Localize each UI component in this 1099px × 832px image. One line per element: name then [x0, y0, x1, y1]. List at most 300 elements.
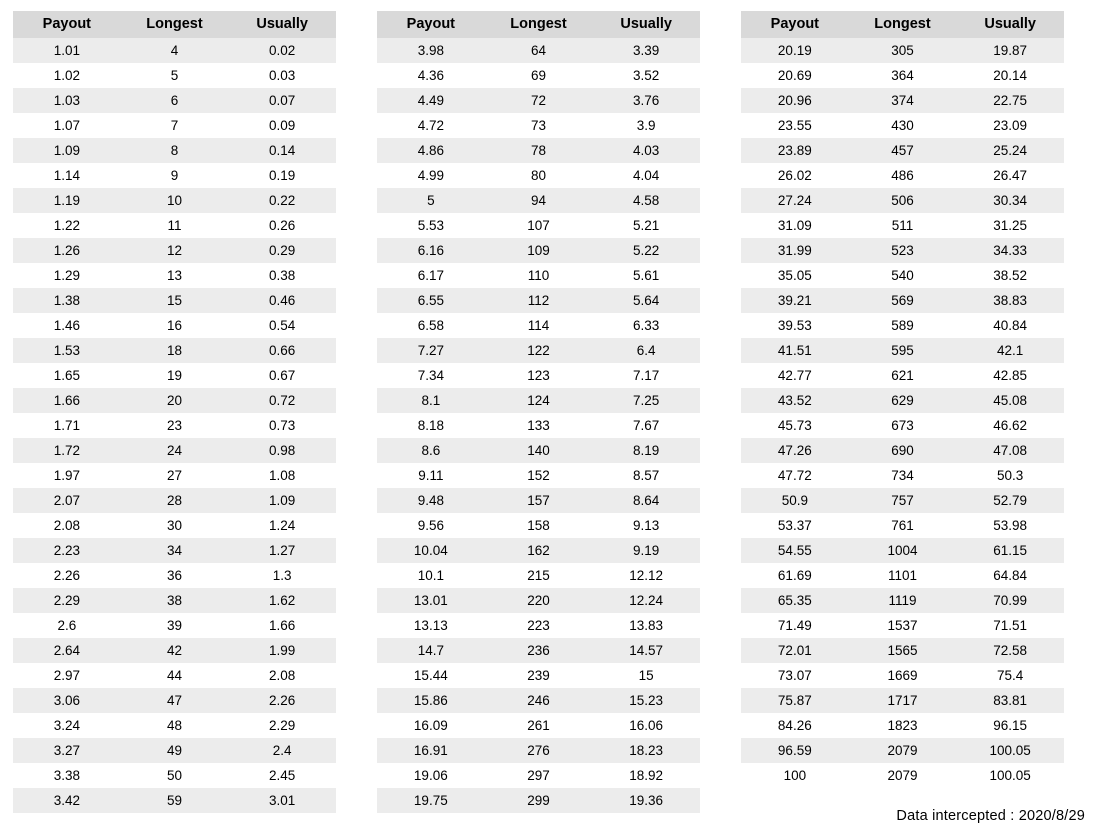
table-cell: 19 — [121, 363, 229, 388]
table-cell: 4 — [121, 38, 229, 63]
table-cell: 1.53 — [13, 338, 121, 363]
table-cell: 2.26 — [228, 688, 336, 713]
table-row — [741, 538, 1064, 563]
table-cell: 41.51 — [741, 338, 849, 363]
table-cell: 0.29 — [228, 238, 336, 263]
table-cell: 6.17 — [377, 263, 485, 288]
table-cell: 1.19 — [13, 188, 121, 213]
table-cell: 15.23 — [592, 688, 700, 713]
column-header-payout: Payout — [741, 11, 849, 38]
column-header-longest: Longest — [485, 11, 593, 38]
table-row — [741, 113, 1064, 138]
table-row — [377, 388, 700, 413]
table-row — [13, 538, 336, 563]
table-cell: 47.72 — [741, 463, 849, 488]
table-cell: 19.06 — [377, 763, 485, 788]
table-row — [377, 113, 700, 138]
table-cell: 42.77 — [741, 363, 849, 388]
table-cell: 20.19 — [741, 38, 849, 63]
table-cell: 506 — [849, 188, 957, 213]
table-cell: 46.62 — [956, 413, 1064, 438]
table-cell: 72 — [485, 88, 593, 113]
table-row — [13, 463, 336, 488]
table-cell: 0.54 — [228, 313, 336, 338]
table-cell: 38.83 — [956, 288, 1064, 313]
table-cell: 1.22 — [13, 213, 121, 238]
table-cell: 109 — [485, 238, 593, 263]
table-cell: 374 — [849, 88, 957, 113]
table-cell: 0.38 — [228, 263, 336, 288]
table-cell: 0.26 — [228, 213, 336, 238]
table-row — [741, 588, 1064, 613]
table-cell: 2.6 — [13, 613, 121, 638]
table-cell: 595 — [849, 338, 957, 363]
table-row — [13, 638, 336, 663]
table-cell: 1823 — [849, 713, 957, 738]
table-cell: 52.79 — [956, 488, 1064, 513]
table-row — [377, 513, 700, 538]
table-cell: 1.71 — [13, 413, 121, 438]
table-cell: 457 — [849, 138, 957, 163]
table-block-right — [741, 11, 1064, 813]
table-cell: 430 — [849, 113, 957, 138]
table-cell: 486 — [849, 163, 957, 188]
table-cell: 30 — [121, 513, 229, 538]
table-row — [13, 38, 336, 63]
table-cell: 16 — [121, 313, 229, 338]
table-cell: 34.33 — [956, 238, 1064, 263]
table-cell: 239 — [485, 663, 593, 688]
table-cell: 8 — [121, 138, 229, 163]
table-row — [377, 188, 700, 213]
table-row — [13, 263, 336, 288]
table-block-middle — [377, 11, 700, 813]
table-cell: 16.91 — [377, 738, 485, 763]
table-cell: 9.19 — [592, 538, 700, 563]
table-cell: 2079 — [849, 763, 957, 788]
table-row — [741, 38, 1064, 63]
table-cell: 6 — [121, 88, 229, 113]
table-cell: 13.13 — [377, 613, 485, 638]
payout-table-middle — [377, 11, 700, 813]
table-cell: 2.23 — [13, 538, 121, 563]
table-cell: 39.21 — [741, 288, 849, 313]
table-cell: 0.22 — [228, 188, 336, 213]
table-cell: 15.86 — [377, 688, 485, 713]
table-cell: 122 — [485, 338, 593, 363]
table-row — [377, 413, 700, 438]
table-row — [741, 663, 1064, 688]
table-row — [741, 763, 1064, 788]
table-row — [13, 188, 336, 213]
table-cell: 157 — [485, 488, 593, 513]
table-cell: 31.09 — [741, 213, 849, 238]
table-cell: 1.27 — [228, 538, 336, 563]
table-cell: 100 — [741, 763, 849, 788]
table-row — [13, 313, 336, 338]
table-cell: 53.37 — [741, 513, 849, 538]
table-row — [377, 613, 700, 638]
table-row — [13, 363, 336, 388]
table-cell: 96.15 — [956, 713, 1064, 738]
table-cell: 42 — [121, 638, 229, 663]
table-row — [377, 313, 700, 338]
table-cell: 0.73 — [228, 413, 336, 438]
table-cell: 1.09 — [228, 488, 336, 513]
table-cell: 1.14 — [13, 163, 121, 188]
table-cell: 23.09 — [956, 113, 1064, 138]
table-cell: 0.67 — [228, 363, 336, 388]
table-row — [741, 163, 1064, 188]
table-row — [13, 288, 336, 313]
table-cell: 31.25 — [956, 213, 1064, 238]
table-cell: 15 — [592, 663, 700, 688]
table-cell: 0.66 — [228, 338, 336, 363]
table-cell: 6.33 — [592, 313, 700, 338]
table-cell: 523 — [849, 238, 957, 263]
table-row — [741, 513, 1064, 538]
table-cell: 27.24 — [741, 188, 849, 213]
table-cell: 261 — [485, 713, 593, 738]
table-body-right — [741, 38, 1064, 788]
table-cell: 50 — [121, 763, 229, 788]
table-cell: 13.83 — [592, 613, 700, 638]
table-row — [377, 788, 700, 813]
table-cell: 61.69 — [741, 563, 849, 588]
table-cell: 20.69 — [741, 63, 849, 88]
table-cell: 19.36 — [592, 788, 700, 813]
table-cell: 124 — [485, 388, 593, 413]
table-cell: 53.98 — [956, 513, 1064, 538]
table-cell: 23.55 — [741, 113, 849, 138]
table-cell: 73 — [485, 113, 593, 138]
table-cell: 1.01 — [13, 38, 121, 63]
table-cell: 61.15 — [956, 538, 1064, 563]
table-cell: 761 — [849, 513, 957, 538]
table-cell: 70.99 — [956, 588, 1064, 613]
column-header-longest: Longest — [121, 11, 229, 38]
table-cell: 4.04 — [592, 163, 700, 188]
table-cell: 8.64 — [592, 488, 700, 513]
table-cell: 71.49 — [741, 613, 849, 638]
table-cell: 78 — [485, 138, 593, 163]
table-cell: 2.29 — [228, 713, 336, 738]
table-row — [377, 538, 700, 563]
table-cell: 4.72 — [377, 113, 485, 138]
table-cell: 15.44 — [377, 663, 485, 688]
table-cell: 0.07 — [228, 88, 336, 113]
table-row — [741, 738, 1064, 763]
table-cell: 1.62 — [228, 588, 336, 613]
table-row — [13, 763, 336, 788]
table-cell: 18.23 — [592, 738, 700, 763]
table-cell: 5 — [121, 63, 229, 88]
table-cell: 246 — [485, 688, 593, 713]
table-body-left — [13, 38, 336, 813]
table-cell: 54.55 — [741, 538, 849, 563]
table-cell: 13 — [121, 263, 229, 288]
table-cell: 100.05 — [956, 763, 1064, 788]
table-cell: 364 — [849, 63, 957, 88]
table-cell: 5.61 — [592, 263, 700, 288]
table-cell: 10.04 — [377, 538, 485, 563]
table-row — [377, 63, 700, 88]
table-cell: 5.53 — [377, 213, 485, 238]
table-cell: 6.16 — [377, 238, 485, 263]
table-cell: 4.49 — [377, 88, 485, 113]
table-row — [13, 388, 336, 413]
table-row — [377, 138, 700, 163]
table-cell: 1669 — [849, 663, 957, 688]
table-cell: 1.08 — [228, 463, 336, 488]
table-cell: 14.57 — [592, 638, 700, 663]
table-cell: 49 — [121, 738, 229, 763]
table-cell: 22.75 — [956, 88, 1064, 113]
table-row — [13, 163, 336, 188]
table-row — [377, 38, 700, 63]
table-row — [377, 263, 700, 288]
table-cell: 9.13 — [592, 513, 700, 538]
table-cell: 220 — [485, 588, 593, 613]
table-cell: 20.96 — [741, 88, 849, 113]
table-row — [13, 63, 336, 88]
table-cell: 1537 — [849, 613, 957, 638]
table-block-left — [13, 11, 336, 813]
table-cell: 73.07 — [741, 663, 849, 688]
table-cell: 0.46 — [228, 288, 336, 313]
table-cell: 7.25 — [592, 388, 700, 413]
table-row — [741, 488, 1064, 513]
table-cell: 34 — [121, 538, 229, 563]
table-cell: 47.08 — [956, 438, 1064, 463]
table-cell: 80 — [485, 163, 593, 188]
table-cell: 28 — [121, 488, 229, 513]
table-cell: 4.99 — [377, 163, 485, 188]
table-cell: 1.66 — [228, 613, 336, 638]
table-row — [741, 613, 1064, 638]
table-row — [741, 213, 1064, 238]
table-cell: 569 — [849, 288, 957, 313]
table-cell: 236 — [485, 638, 593, 663]
table-cell: 39.53 — [741, 313, 849, 338]
payout-table-right — [741, 11, 1064, 788]
table-row — [377, 738, 700, 763]
table-cell: 42.85 — [956, 363, 1064, 388]
table-cell: 3.9 — [592, 113, 700, 138]
table-cell: 629 — [849, 388, 957, 413]
table-row — [377, 163, 700, 188]
table-cell: 39 — [121, 613, 229, 638]
table-cell: 1.72 — [13, 438, 121, 463]
table-header-middle — [377, 11, 700, 38]
table-cell: 20 — [121, 388, 229, 413]
table-row — [741, 413, 1064, 438]
column-header-longest: Longest — [849, 11, 957, 38]
table-cell: 1.97 — [13, 463, 121, 488]
column-header-payout: Payout — [13, 11, 121, 38]
table-row — [741, 63, 1064, 88]
table-cell: 734 — [849, 463, 957, 488]
table-cell: 4.36 — [377, 63, 485, 88]
table-row — [377, 213, 700, 238]
table-row — [741, 563, 1064, 588]
table-cell: 16.06 — [592, 713, 700, 738]
table-cell: 133 — [485, 413, 593, 438]
table-cell: 25.24 — [956, 138, 1064, 163]
table-cell: 0.72 — [228, 388, 336, 413]
table-cell: 2.64 — [13, 638, 121, 663]
table-row — [741, 463, 1064, 488]
table-cell: 1.3 — [228, 563, 336, 588]
table-cell: 16.09 — [377, 713, 485, 738]
table-cell: 6.4 — [592, 338, 700, 363]
table-cell: 0.09 — [228, 113, 336, 138]
header-row — [741, 11, 1064, 38]
table-cell: 35.05 — [741, 263, 849, 288]
table-cell: 10.1 — [377, 563, 485, 588]
table-row — [377, 563, 700, 588]
table-cell: 7.17 — [592, 363, 700, 388]
table-cell: 7.67 — [592, 413, 700, 438]
table-cell: 3.39 — [592, 38, 700, 63]
table-row — [377, 438, 700, 463]
table-cell: 44 — [121, 663, 229, 688]
column-header-usually: Usually — [228, 11, 336, 38]
table-cell: 12 — [121, 238, 229, 263]
table-cell: 757 — [849, 488, 957, 513]
table-row — [13, 788, 336, 813]
table-cell: 84.26 — [741, 713, 849, 738]
table-cell: 1.03 — [13, 88, 121, 113]
table-cell: 5.22 — [592, 238, 700, 263]
table-cell: 69 — [485, 63, 593, 88]
table-cell: 5 — [377, 188, 485, 213]
table-cell: 1.66 — [13, 388, 121, 413]
table-cell: 3.38 — [13, 763, 121, 788]
table-row — [377, 588, 700, 613]
table-cell: 72.58 — [956, 638, 1064, 663]
table-cell: 3.27 — [13, 738, 121, 763]
table-row — [377, 713, 700, 738]
table-cell: 15 — [121, 288, 229, 313]
table-cell: 24 — [121, 438, 229, 463]
table-row — [13, 613, 336, 638]
table-cell: 7 — [121, 113, 229, 138]
table-cell: 8.18 — [377, 413, 485, 438]
table-cell: 31.99 — [741, 238, 849, 263]
table-cell: 3.24 — [13, 713, 121, 738]
table-cell: 23.89 — [741, 138, 849, 163]
table-cell: 23 — [121, 413, 229, 438]
table-cell: 38.52 — [956, 263, 1064, 288]
table-row — [13, 438, 336, 463]
table-cell: 11 — [121, 213, 229, 238]
table-cell: 3.06 — [13, 688, 121, 713]
table-cell: 48 — [121, 713, 229, 738]
table-cell: 94 — [485, 188, 593, 213]
table-cell: 7.34 — [377, 363, 485, 388]
table-cell: 8.19 — [592, 438, 700, 463]
table-cell: 123 — [485, 363, 593, 388]
table-cell: 100.05 — [956, 738, 1064, 763]
table-row — [13, 488, 336, 513]
table-cell: 1717 — [849, 688, 957, 713]
table-header-right — [741, 11, 1064, 38]
table-cell: 0.14 — [228, 138, 336, 163]
table-cell: 19.75 — [377, 788, 485, 813]
table-row — [377, 663, 700, 688]
table-cell: 589 — [849, 313, 957, 338]
table-cell: 50.9 — [741, 488, 849, 513]
table-cell: 299 — [485, 788, 593, 813]
table-cell: 18.92 — [592, 763, 700, 788]
table-cell: 2079 — [849, 738, 957, 763]
table-body-middle — [377, 38, 700, 813]
table-cell: 50.3 — [956, 463, 1064, 488]
table-cell: 71.51 — [956, 613, 1064, 638]
table-row — [741, 238, 1064, 263]
table-cell: 12.12 — [592, 563, 700, 588]
table-cell: 8.6 — [377, 438, 485, 463]
table-cell: 43.52 — [741, 388, 849, 413]
table-row — [741, 688, 1064, 713]
table-row — [377, 488, 700, 513]
table-cell: 2.45 — [228, 763, 336, 788]
table-row — [377, 338, 700, 363]
table-row — [377, 688, 700, 713]
table-row — [741, 263, 1064, 288]
table-cell: 64 — [485, 38, 593, 63]
table-cell: 36 — [121, 563, 229, 588]
table-cell: 3.98 — [377, 38, 485, 63]
table-row — [13, 713, 336, 738]
table-cell: 64.84 — [956, 563, 1064, 588]
table-cell: 4.03 — [592, 138, 700, 163]
table-cell: 75.87 — [741, 688, 849, 713]
table-cell: 1119 — [849, 588, 957, 613]
table-cell: 0.19 — [228, 163, 336, 188]
column-header-usually: Usually — [592, 11, 700, 38]
table-cell: 3.52 — [592, 63, 700, 88]
table-row — [377, 638, 700, 663]
table-row — [741, 288, 1064, 313]
table-cell: 3.01 — [228, 788, 336, 813]
table-cell: 1.38 — [13, 288, 121, 313]
table-cell: 2.08 — [13, 513, 121, 538]
table-cell: 1.07 — [13, 113, 121, 138]
table-cell: 152 — [485, 463, 593, 488]
table-row — [13, 738, 336, 763]
table-cell: 8.57 — [592, 463, 700, 488]
table-row — [13, 413, 336, 438]
table-cell: 1.09 — [13, 138, 121, 163]
table-row — [13, 588, 336, 613]
table-cell: 9.11 — [377, 463, 485, 488]
table-row — [13, 88, 336, 113]
table-cell: 1.99 — [228, 638, 336, 663]
table-cell: 540 — [849, 263, 957, 288]
table-cell: 114 — [485, 313, 593, 338]
table-cell: 1.29 — [13, 263, 121, 288]
table-cell: 276 — [485, 738, 593, 763]
table-cell: 621 — [849, 363, 957, 388]
table-cell: 9 — [121, 163, 229, 188]
table-cell: 1565 — [849, 638, 957, 663]
table-row — [741, 388, 1064, 413]
table-row — [13, 338, 336, 363]
table-cell: 1.02 — [13, 63, 121, 88]
table-cell: 47.26 — [741, 438, 849, 463]
